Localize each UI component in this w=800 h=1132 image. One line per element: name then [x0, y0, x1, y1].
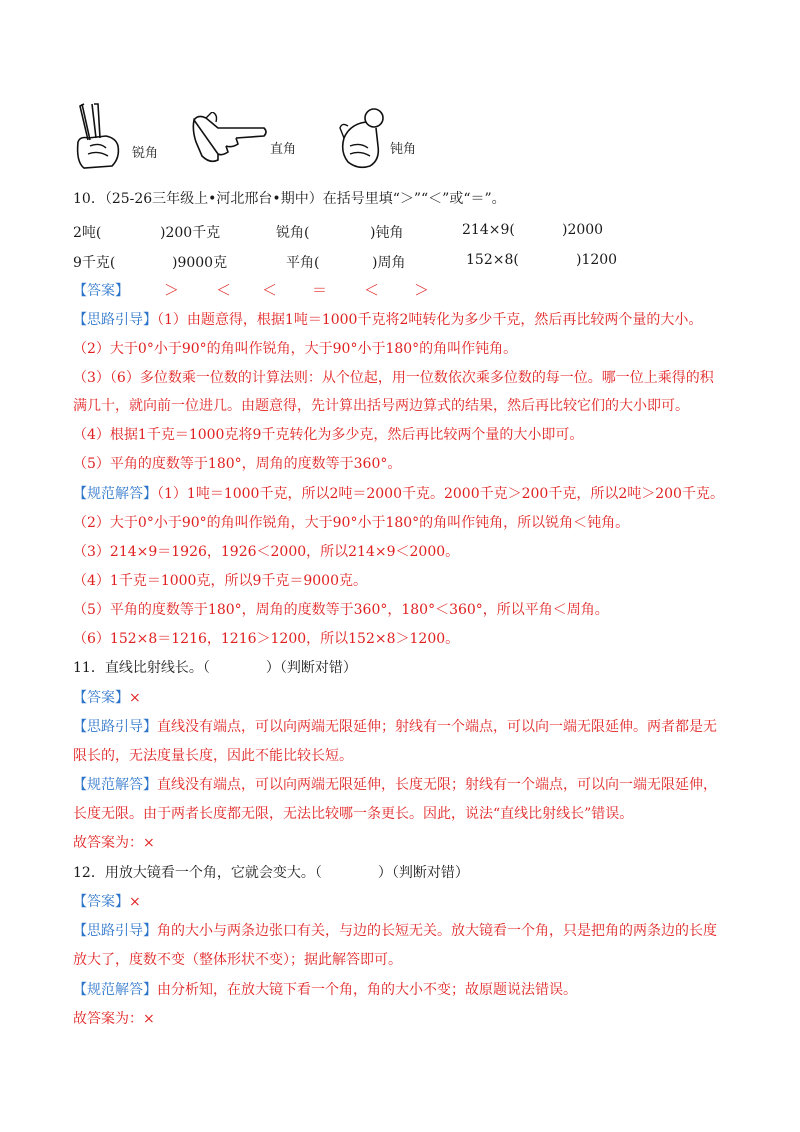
q10-hint-line: （2）大于0°小于90°的角叫作锐角，大于90°小于180°的角叫作钝角。 — [73, 341, 518, 357]
q10-answer: ＞ — [414, 281, 430, 299]
q10-answer: ＜ — [262, 281, 278, 299]
q12-answer-label: 【答案】 — [73, 894, 129, 910]
figure-label-right: 直角 — [270, 142, 297, 157]
q11-answer-label: 【答案】 — [73, 690, 129, 706]
q12-final: 故答案为：× — [73, 1011, 155, 1027]
q10-cell: 9千克( — [73, 255, 116, 271]
pointing-hand-icon — [192, 112, 268, 166]
q10-hint-line: （4）根据1千克＝1000克将9千克转化为多少克，然后再比较两个量的大小即可。 — [73, 427, 584, 443]
q10-solution-line: 【规范解答】（1）1吨＝1000千克，所以2吨＝2000千克。2000千克＞200千克，所以2吨＞200千克。 — [73, 486, 724, 502]
q10-solution-line: （6）152×8＝1216，1216＞1200，所以152×8＞1200。 — [73, 631, 460, 647]
q10-title: 10．（25-26三年级上•河北邢台•期中）在括号里填“＞”“＜”或“＝”。 — [73, 191, 506, 207]
q12-solution-line: 【规范解答】由分析知，在放大镜下看一个角，角的大小不变；故原题说法错误。 — [73, 982, 577, 998]
q10-hint-line: （3）（6）多位数乘一位数的计算法则：从个位起，用一位数依次乘多位数的每一位。哪一位上乘得的积 — [73, 370, 714, 386]
q10-cell: 2吨( — [73, 225, 102, 241]
q11-solution-line: 【规范解答】直线没有端点，可以向两端无限延伸，长度无限；射线有一个端点，可以向一端无限延伸， — [73, 777, 717, 793]
q10-solution-line: （2）大于0°小于90°的角叫作锐角，大于90°小于180°的角叫作钝角，所以锐角＜钝角。 — [73, 515, 630, 531]
q10-solution-line: （5）平角的度数等于180°，周角的度数等于360°，180°＜360°，所以平角＜周角。 — [73, 602, 609, 618]
q12-hint-line: 【思路引导】角的大小与两条边张口有关，与边的长短无关。放大镜看一个角，只是把角的两条边的长度 — [73, 923, 717, 939]
q12-solution-label: 【规范解答】 — [73, 982, 157, 998]
q10-cell: )周角 — [372, 255, 406, 271]
q10-answer: ＞ — [164, 281, 180, 299]
q11-answer-line — [73, 689, 141, 707]
q10-answer: ＜ — [216, 281, 232, 299]
q12-title: 12．用放大镜看一个角，它就会变大。（ ）（判断对错） — [73, 865, 469, 881]
q10-hint-label: 【思路引导】 — [73, 312, 157, 328]
q11-hint-line: 【思路引导】直线没有端点，可以向两端无限延伸；射线有一个端点，可以向一端无限延伸。两者都是无 — [73, 719, 717, 735]
q11-hint-label: 【思路引导】 — [73, 719, 157, 735]
q10-cell: )200千克 — [160, 225, 221, 241]
q10-cell: 152×8( — [466, 252, 519, 268]
q11-hint-line: 限长的，无法度量长度，因此不能比较长短。 — [73, 748, 353, 764]
q10-cell: )1200 — [576, 252, 618, 268]
q11-solution-label: 【规范解答】 — [73, 777, 157, 793]
q10-cell: )2000 — [562, 222, 604, 238]
hand-figures — [68, 98, 428, 174]
q10-hint-line: （5）平角的度数等于180°，周角的度数等于360°。 — [73, 456, 402, 472]
q12-hint-label: 【思路引导】 — [73, 923, 157, 939]
q10-cell: 平角( — [286, 255, 320, 271]
q11-title: 11．直线比射线长。（ ）（判断对错） — [73, 660, 357, 676]
q10-answer: ＜ — [364, 281, 380, 299]
q10-cell: )钝角 — [370, 225, 404, 241]
q12-answer: × — [129, 894, 141, 910]
q10-hint-line: 【思路引导】（1）由题意得，根据1吨＝1000千克将2吨转化为多少千克，然后再比较两个量的大小。 — [73, 312, 703, 328]
q10-cell: 锐角( — [276, 225, 310, 241]
figure-label-acute: 锐角 — [132, 146, 159, 161]
q11-final: 故答案为：× — [73, 835, 155, 851]
ok-hand-icon — [336, 106, 396, 172]
v-sign-hand-icon — [72, 102, 124, 172]
q12-answer-line — [73, 893, 141, 911]
q10-hint-line: 满几十，就向前一位进几。由题意得，先计算出括号两边算式的结果，然后再比较它们的大小即可。 — [73, 398, 689, 414]
q11-answer: × — [129, 690, 141, 706]
q10-solution-line: （3）214×9＝1926，1926＜2000，所以214×9＜2000。 — [73, 544, 460, 560]
q10-cell: 214×9( — [462, 222, 515, 238]
q10-cell: )9000克 — [172, 255, 228, 271]
q10-answer: ＝ — [312, 281, 328, 299]
q10-answer-label: 【答案】 — [73, 283, 129, 299]
q10-solution-line: （4）1千克＝1000克，所以9千克＝9000克。 — [73, 573, 367, 589]
figure-label-obtuse: 钝角 — [390, 142, 417, 157]
q11-solution-line: 长度无限。由于两者长度都无限，无法比较哪一条更长。因此，说法“直线比射线长”错误。 — [73, 806, 634, 822]
q12-hint-line: 放大了，度数不变（整体形状不变）；据此解答即可。 — [73, 952, 402, 968]
q10-solution-label: 【规范解答】 — [73, 486, 157, 502]
